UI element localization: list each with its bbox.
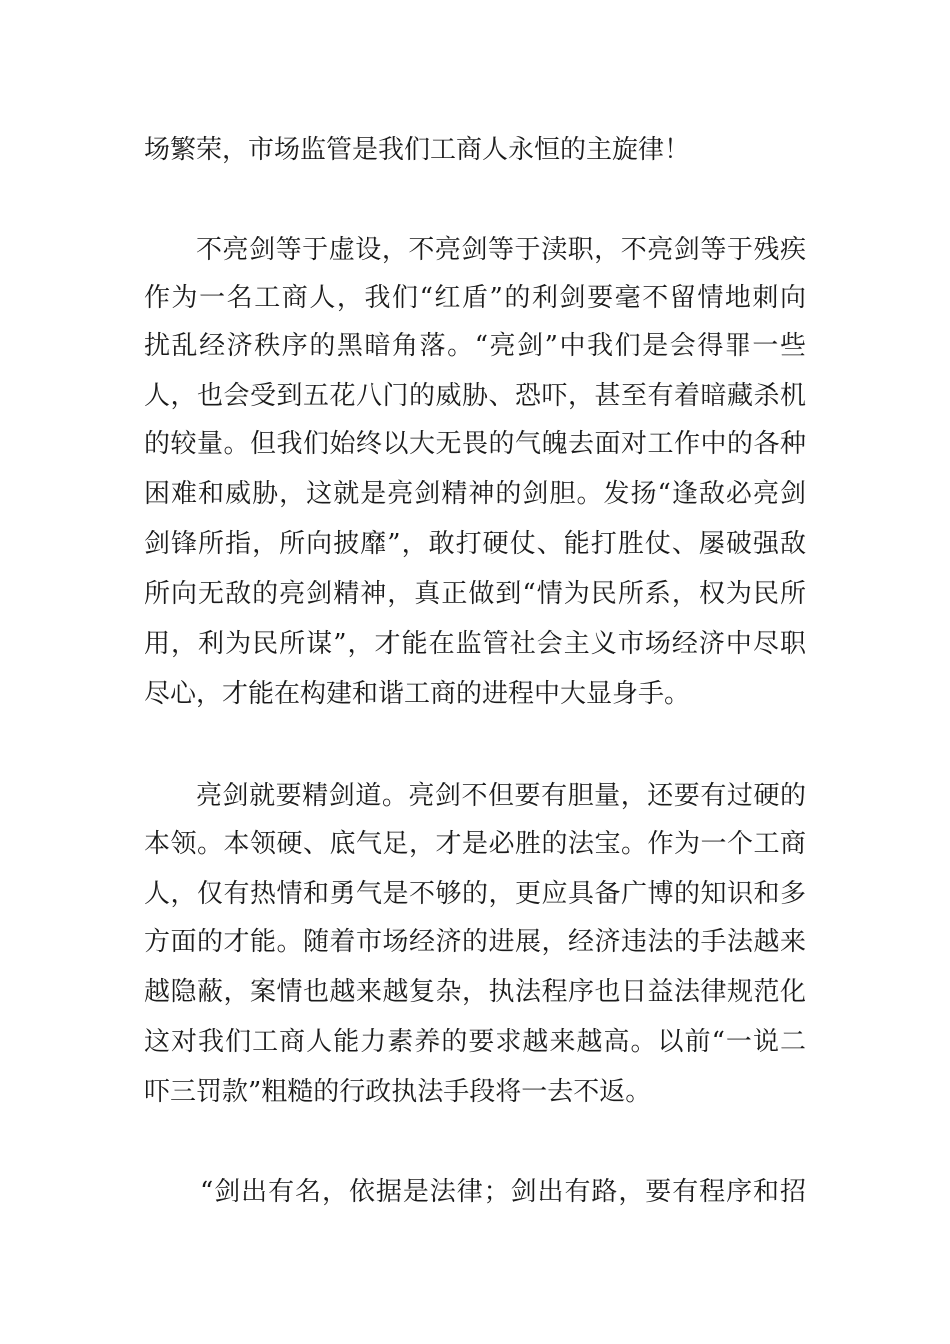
paragraph-3-line-5: 越隐蔽，案情也越来越复杂，执法程序也日益法律规范化	[144, 977, 806, 1007]
paragraph-1-line-1: 场繁荣，市场监管是我们工商人永恒的主旋律！	[144, 135, 691, 165]
paragraph-4-line-1: “剑出有名，依据是法律；剑出有路，要有程序和招	[200, 1177, 806, 1207]
paragraph-2-line-8: 所向无敌的亮剑精神，真正做到“情为民所系，权为民所	[144, 579, 806, 609]
paragraph-3-line-3: 人，仅有热情和勇气是不够的，更应具备广博的知识和多	[144, 879, 806, 909]
paragraph-2-line-10: 尽心，才能在构建和谐工商的进程中大显身手。	[144, 679, 691, 709]
paragraph-2-line-5: 的较量。但我们始终以大无畏的气魄去面对工作中的各种	[144, 429, 806, 459]
paragraph-2-line-2: 作为一名工商人，我们“红盾”的利剑要毫不留情地刺向	[144, 283, 806, 313]
paragraph-3-line-6: 这对我们工商人能力素养的要求越来越高。以前“一说二	[144, 1027, 806, 1057]
paragraph-2-line-1: 不亮剑等于虚设，不亮剑等于渎职，不亮剑等于残疾	[196, 235, 806, 265]
paragraph-3-line-2: 本领。本领硬、底气足，才是必胜的法宝。作为一个工商	[144, 829, 806, 859]
paragraph-3-line-7: 吓三罚款”粗糙的行政执法手段将一去不返。	[144, 1077, 652, 1107]
paragraph-2-line-9: 用，利为民所谋”，才能在监管社会主义市场经济中尽职	[144, 629, 806, 659]
paragraph-2-line-4: 人，也会受到五花八门的威胁、恐吓，甚至有着暗藏杀机	[144, 381, 806, 411]
paragraph-3-line-4: 方面的才能。随着市场经济的进展，经济违法的手法越来	[144, 927, 806, 957]
paragraph-3-line-1: 亮剑就要精剑道。亮剑不但要有胆量，还要有过硬的	[196, 781, 806, 811]
paragraph-2-line-7: 剑锋所指，所向披靡”，敢打硬仗、能打胜仗、屡破强敌	[144, 529, 806, 559]
paragraph-2-line-6: 困难和威胁，这就是亮剑精神的剑胆。发扬“逢敌必亮剑	[144, 479, 806, 509]
paragraph-2-line-3: 扰乱经济秩序的黑暗角落。“亮剑”中我们是会得罪一些	[144, 331, 806, 361]
